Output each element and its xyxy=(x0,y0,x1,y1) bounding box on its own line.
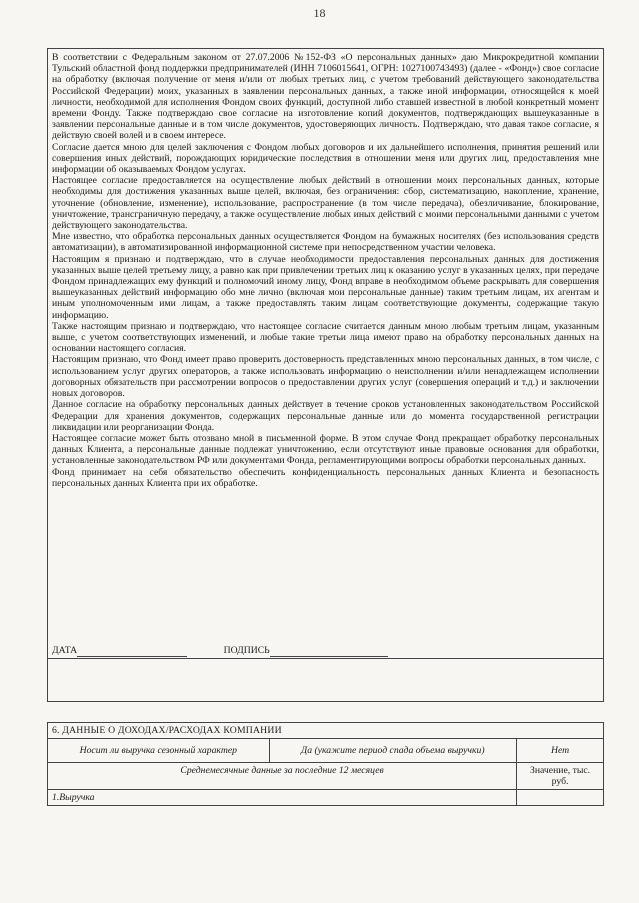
signature-field[interactable] xyxy=(270,646,388,657)
average-data-header: Среднемесячные данные за последние 12 месяцев xyxy=(48,763,517,790)
seasonal-yes-option[interactable]: Да (укажите период спада объема выручки) xyxy=(269,739,517,763)
date-field[interactable] xyxy=(77,646,187,657)
finance-table xyxy=(47,722,604,806)
signature-label: ПОДПИСЬ xyxy=(223,645,270,656)
revenue-row-value[interactable] xyxy=(517,790,604,806)
consent-paragraph: Фонд принимает на себя обязательство обеспечить конфиденциальность персональных данных Клиента и безопасность персональных данных Клиента при их обработке. xyxy=(52,466,599,489)
consent-section xyxy=(47,48,604,702)
date-label: ДАТА xyxy=(52,645,78,656)
value-header: Значение, тыс. руб. xyxy=(517,763,604,790)
consent-paragraph: Согласие дается мною для целей заключения с Фондом любых договоров и их дальнейшего исполнения, принятия решений или совершения иных действий, порождающих юридические последствия в отношении меня или других лиц, предоставления мне информации об оказываемых Фондом услугах. xyxy=(52,141,599,176)
page-number: 18 xyxy=(313,6,326,20)
signature-row xyxy=(52,645,592,657)
seasonal-no-option[interactable]: Нет xyxy=(517,739,604,763)
finance-section-title: 6. ДАННЫЕ О ДОХОДАХ/РАСХОДАХ КОМПАНИИ xyxy=(48,723,604,739)
revenue-row-label: 1.Выручка xyxy=(48,790,517,806)
consent-text xyxy=(52,52,599,489)
signature-divider xyxy=(48,658,603,659)
consent-paragraph: Настоящим признаю, что Фонд имеет право проверить достоверность представленных мною персональных данных, в том числе, с использованием услуг других операторов, а также использовать информацию о неисполнении и/или ненадлежащем исполнении договорных обязательств при рассмотрении вопросов о предоставлении других услуг (совершения операций и т.д.) и заключении новых договоров. xyxy=(52,354,599,400)
consent-paragraph: Мне известно, что обработка персональных данных осуществляется Фондом на бумажных носителях (без использования средств автоматизации), в автоматизированной информационной системе при непосредственном участии человека. xyxy=(52,231,599,254)
consent-paragraph: Настоящее согласие может быть отозвано мной в письменной форме. В этом случае Фонд прекращает обработку персональных данных Клиента, а персональные данные подлежат уничтожению, если отсутствуют иные правовые основания для обработки, установленные законодательством РФ или документами Фонда, регламентирующими вопросы обработки персональных данных. xyxy=(52,432,599,467)
consent-paragraph: Также настоящим признаю и подтверждаю, что настоящее согласие считается данным мною любым третьим лицам, указанным выше, с учетом соответствующих изменений, и любые такие третьи лица имеют право на обработку персональных данных на основании настоящего согласия. xyxy=(52,320,599,355)
consent-paragraph: Настоящее согласие предоставляется на осуществление любых действий в отношении моих персональных данных, которые необходимы для достижения указанных выше целей, включая, без ограничения: сбор, систематизацию, накопление, хранение, уточнение (обновление, изменение), использование, распространение (в том числе передача), обезличивание, блокирование, уничтожение, трансграничную передачу, а также осуществление любых иных действий с моими персональными данными с учетом действующего законодательства. xyxy=(52,175,599,232)
consent-paragraph: В соответствии с Федеральным законом от 27.07.2006 №152-ФЗ «О персональных данных» даю Микрокредитной компании Тульский областной фонд поддержки предпринимателей (ИНН 7106015641, ОГРН: 1027100743493) (далее - «Фонд») свое согласие на обработку (включая получение от меня и/или от любых третьих лиц, с учетом требований действующего законодательства Российской Федерации) моих, указанных в заявлении персональных данных, а также иной информации, относящейся к моей личности, необходимой для исполнения Фондом своих функций, доступной либо ставшей известной в любой конкретный момент времени Фонду. Также подтверждаю свое согласие на изготовление копий документов, подтверждающих вышеуказанные в заявлении персональные данные и в том числе документов, удостоверяющих личность. Подтверждаю, что давая такое согласие, я действую своей волей и в своем интересе. xyxy=(52,52,599,142)
consent-paragraph: Настоящим я признаю и подтверждаю, что в случае необходимости предоставления персональных данных для достижения указанных выше целей третьему лицу, а равно как при привлечении третьих лиц к оказанию услуг в указанных целях, при передаче Фондом принадлежащих ему функций и полномочий иному лицу, Фонд вправе в необходимом объеме раскрывать для совершения вышеуказанных действий информацию обо мне лично (включая мои персональные данные) таким третьим лицам, их агентам и иным уполномоченным ими лицам, а также предоставлять таким лицам соответствующие документы, содержащие такую информацию. xyxy=(52,253,599,321)
seasonal-question: Носит ли выручка сезонный характер xyxy=(48,739,270,763)
consent-paragraph: Данное согласие на обработку персональных данных действует в течение сроков установленных законодательством Российской Федерации для хранения документов, содержащих персональные данные или до момента государственной регистрации ликвидации или реорганизации Фонда. xyxy=(52,399,599,433)
